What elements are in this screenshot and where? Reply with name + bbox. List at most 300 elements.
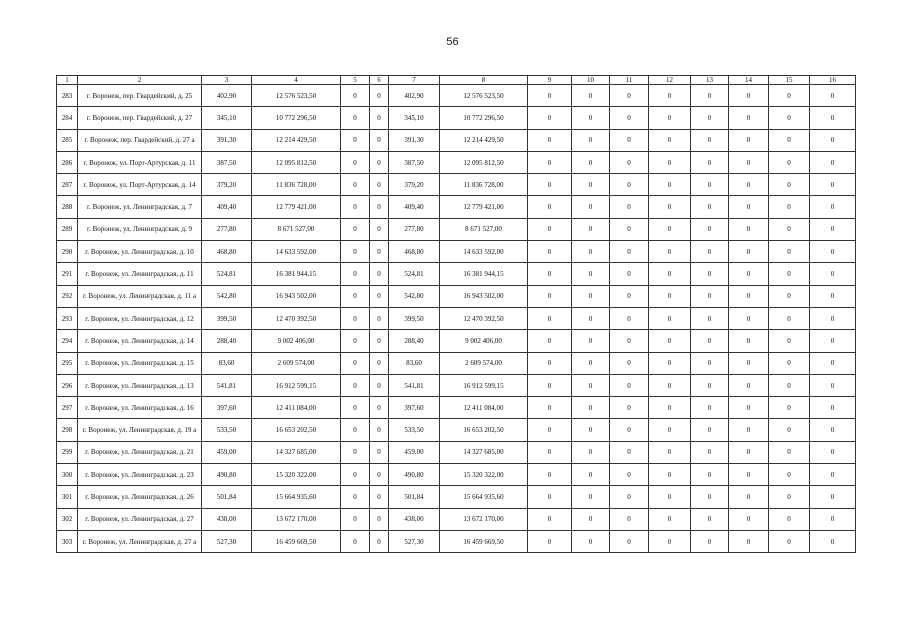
table-cell: 0 xyxy=(729,352,769,374)
table-cell: 0 xyxy=(370,330,389,352)
table-cell: 0 xyxy=(341,374,370,396)
table-cell: 12 576 523,50 xyxy=(252,85,341,107)
table-cell: 0 xyxy=(769,530,810,552)
table-cell: 0 xyxy=(810,374,856,396)
table-cell: 0 xyxy=(341,174,370,196)
row-number: 295 xyxy=(57,352,78,374)
table-cell: 0 xyxy=(810,330,856,352)
row-number: 294 xyxy=(57,330,78,352)
table-cell: 13 672 170,00 xyxy=(252,508,341,530)
table-cell: 14 327 685,00 xyxy=(440,441,528,463)
table-cell: 0 xyxy=(769,151,810,173)
column-header: 6 xyxy=(370,76,389,85)
table-cell: 0 xyxy=(769,486,810,508)
address-cell: г. Воронеж, ул. Ленинградская, д. 16 xyxy=(78,397,202,419)
table-cell: 0 xyxy=(610,441,649,463)
table-row xyxy=(57,151,856,173)
table-cell: 0 xyxy=(572,441,610,463)
table-cell: 0 xyxy=(341,241,370,263)
table-cell: 0 xyxy=(649,397,691,419)
table-cell: 0 xyxy=(370,85,389,107)
table-cell: 0 xyxy=(528,196,572,218)
table-cell: 0 xyxy=(572,330,610,352)
table-cell: 16 912 599,15 xyxy=(252,374,341,396)
table-cell: 0 xyxy=(769,464,810,486)
table-cell: 0 xyxy=(649,174,691,196)
table-cell: 0 xyxy=(528,441,572,463)
table-cell: 15 320 322,00 xyxy=(252,464,341,486)
table-cell: 0 xyxy=(610,486,649,508)
column-header: 15 xyxy=(769,76,810,85)
table-cell: 0 xyxy=(572,352,610,374)
table-row xyxy=(57,107,856,129)
table-cell: 0 xyxy=(610,397,649,419)
table-cell: 399,50 xyxy=(389,307,440,329)
table-cell: 12 095 812,50 xyxy=(252,151,341,173)
address-cell: г. Воронеж, ул. Порт-Артурская, д. 14 xyxy=(78,174,202,196)
table-row xyxy=(57,441,856,463)
table-cell: 0 xyxy=(769,263,810,285)
table-cell: 0 xyxy=(572,397,610,419)
table-cell: 15 320 322,00 xyxy=(440,464,528,486)
address-cell: г. Воронеж, пер. Гвардейский, д. 25 xyxy=(78,85,202,107)
table-cell: 0 xyxy=(810,486,856,508)
table-cell: 0 xyxy=(649,85,691,107)
column-header: 4 xyxy=(252,76,341,85)
table-cell: 0 xyxy=(610,218,649,240)
table-row xyxy=(57,196,856,218)
table-cell: 0 xyxy=(769,196,810,218)
table-cell: 0 xyxy=(572,307,610,329)
table-cell: 533,50 xyxy=(389,419,440,441)
table-cell: 0 xyxy=(729,85,769,107)
table-cell: 0 xyxy=(729,508,769,530)
table-cell: 0 xyxy=(610,196,649,218)
table-cell: 2 609 574,00 xyxy=(252,352,341,374)
column-header: 12 xyxy=(649,76,691,85)
table-cell: 0 xyxy=(691,174,729,196)
table-cell: 12 576 523,50 xyxy=(440,85,528,107)
table-row xyxy=(57,486,856,508)
table-cell: 0 xyxy=(572,129,610,151)
table-cell: 288,40 xyxy=(389,330,440,352)
table-cell: 0 xyxy=(769,441,810,463)
address-cell: г. Воронеж, ул. Ленинградская, д. 14 xyxy=(78,330,202,352)
column-header: 11 xyxy=(610,76,649,85)
table-cell: 541,81 xyxy=(202,374,252,396)
table-cell: 409,40 xyxy=(389,196,440,218)
row-number: 293 xyxy=(57,307,78,329)
table-cell: 345,10 xyxy=(202,107,252,129)
table-cell: 0 xyxy=(691,441,729,463)
table-cell: 0 xyxy=(691,419,729,441)
table-cell: 10 772 296,50 xyxy=(252,107,341,129)
table-cell: 0 xyxy=(691,107,729,129)
table-cell: 0 xyxy=(810,174,856,196)
table-cell: 0 xyxy=(691,129,729,151)
table-cell: 0 xyxy=(610,508,649,530)
table-cell: 0 xyxy=(691,508,729,530)
table-cell: 0 xyxy=(341,107,370,129)
table-cell: 0 xyxy=(528,263,572,285)
table-cell: 0 xyxy=(649,441,691,463)
table-cell: 0 xyxy=(691,352,729,374)
address-cell: г. Воронеж, ул. Ленинградская, д. 11 xyxy=(78,263,202,285)
table-cell: 0 xyxy=(572,530,610,552)
table-cell: 542,80 xyxy=(202,285,252,307)
table-cell: 0 xyxy=(370,151,389,173)
column-header: 8 xyxy=(440,76,528,85)
table-cell: 16 653 202,50 xyxy=(440,419,528,441)
table-cell: 12 411 084,00 xyxy=(440,397,528,419)
table-row xyxy=(57,530,856,552)
table-cell: 524,81 xyxy=(202,263,252,285)
table-cell: 0 xyxy=(341,464,370,486)
table-cell: 0 xyxy=(729,486,769,508)
table-cell: 83,60 xyxy=(389,352,440,374)
row-number: 301 xyxy=(57,486,78,508)
table-cell: 12 470 392,50 xyxy=(252,307,341,329)
table-cell: 10 772 296,50 xyxy=(440,107,528,129)
table-cell: 399,50 xyxy=(202,307,252,329)
table-cell: 0 xyxy=(729,218,769,240)
table-cell: 0 xyxy=(528,307,572,329)
table-cell: 0 xyxy=(691,397,729,419)
table-cell: 0 xyxy=(769,374,810,396)
table-cell: 0 xyxy=(341,196,370,218)
table-cell: 0 xyxy=(810,352,856,374)
table-cell: 0 xyxy=(649,352,691,374)
table-cell: 11 836 728,00 xyxy=(440,174,528,196)
table-cell: 12 470 392,50 xyxy=(440,307,528,329)
table-cell: 0 xyxy=(528,107,572,129)
table-cell: 0 xyxy=(572,241,610,263)
address-cell: г. Воронеж, ул. Ленинградская, д. 12 xyxy=(78,307,202,329)
row-number: 285 xyxy=(57,129,78,151)
table-cell: 0 xyxy=(528,486,572,508)
table-cell: 0 xyxy=(528,218,572,240)
table-cell: 438,00 xyxy=(389,508,440,530)
table-cell: 0 xyxy=(610,85,649,107)
address-cell: г. Воронеж, пер. Гвардейский, д. 27 а xyxy=(78,129,202,151)
table-cell: 0 xyxy=(769,508,810,530)
table-cell: 16 381 944,15 xyxy=(252,263,341,285)
table-cell: 0 xyxy=(528,151,572,173)
table-cell: 397,60 xyxy=(202,397,252,419)
table-cell: 0 xyxy=(341,397,370,419)
table-row xyxy=(57,508,856,530)
table-cell: 0 xyxy=(572,285,610,307)
table-cell: 0 xyxy=(729,441,769,463)
table-cell: 0 xyxy=(370,397,389,419)
row-number: 290 xyxy=(57,241,78,263)
table-cell: 0 xyxy=(572,374,610,396)
column-header: 5 xyxy=(341,76,370,85)
row-number: 283 xyxy=(57,85,78,107)
table-cell: 12 411 084,00 xyxy=(252,397,341,419)
table-cell: 0 xyxy=(528,129,572,151)
table-cell: 0 xyxy=(810,307,856,329)
table-cell: 0 xyxy=(370,263,389,285)
address-cell: г. Воронеж, пер. Гвардейский, д. 27 xyxy=(78,107,202,129)
table-cell: 0 xyxy=(572,151,610,173)
row-number: 298 xyxy=(57,419,78,441)
table-cell: 0 xyxy=(341,530,370,552)
table-cell: 277,80 xyxy=(389,218,440,240)
table-row xyxy=(57,263,856,285)
table-cell: 0 xyxy=(572,464,610,486)
table-row xyxy=(57,174,856,196)
table-cell: 541,81 xyxy=(389,374,440,396)
table-cell: 0 xyxy=(341,419,370,441)
table-cell: 8 671 527,00 xyxy=(252,218,341,240)
address-cell: г. Воронеж, ул. Ленинградская, д. 19 а xyxy=(78,419,202,441)
address-cell: г. Воронеж, ул. Ленинградская, д. 13 xyxy=(78,374,202,396)
table-cell: 0 xyxy=(769,85,810,107)
table-cell: 387,50 xyxy=(389,151,440,173)
table-cell: 0 xyxy=(528,85,572,107)
table-cell: 490,80 xyxy=(202,464,252,486)
table-cell: 0 xyxy=(370,374,389,396)
table-cell: 0 xyxy=(610,174,649,196)
table-cell: 0 xyxy=(341,508,370,530)
table-cell: 2 609 574,00 xyxy=(440,352,528,374)
row-number: 296 xyxy=(57,374,78,396)
table-cell: 387,50 xyxy=(202,151,252,173)
address-cell: г. Воронеж, ул. Ленинградская, д. 11 а xyxy=(78,285,202,307)
table-cell: 0 xyxy=(528,374,572,396)
table-cell: 16 943 502,00 xyxy=(252,285,341,307)
table-cell: 0 xyxy=(528,330,572,352)
table-cell: 527,30 xyxy=(389,530,440,552)
address-cell: г. Воронеж, ул. Ленинградская, д. 9 xyxy=(78,218,202,240)
table-cell: 0 xyxy=(370,307,389,329)
table-cell: 0 xyxy=(370,441,389,463)
table-cell: 0 xyxy=(341,352,370,374)
table-cell: 0 xyxy=(370,508,389,530)
table-cell: 0 xyxy=(810,129,856,151)
table-cell: 0 xyxy=(691,374,729,396)
table-row xyxy=(57,307,856,329)
table-cell: 0 xyxy=(810,218,856,240)
table-cell: 0 xyxy=(370,174,389,196)
table-cell: 391,30 xyxy=(202,129,252,151)
table-cell: 0 xyxy=(528,508,572,530)
table-cell: 0 xyxy=(370,464,389,486)
table-cell: 0 xyxy=(528,352,572,374)
table-cell: 0 xyxy=(729,307,769,329)
table-cell: 0 xyxy=(810,464,856,486)
table-row xyxy=(57,85,856,107)
table-cell: 0 xyxy=(769,307,810,329)
table-cell: 0 xyxy=(341,486,370,508)
table-cell: 0 xyxy=(341,285,370,307)
row-number: 286 xyxy=(57,151,78,173)
table-cell: 0 xyxy=(341,441,370,463)
column-header: 16 xyxy=(810,76,856,85)
table-cell: 0 xyxy=(649,419,691,441)
table-cell: 533,50 xyxy=(202,419,252,441)
table-cell: 16 912 599,15 xyxy=(440,374,528,396)
table-cell: 0 xyxy=(610,464,649,486)
table-cell: 0 xyxy=(572,85,610,107)
table-cell: 0 xyxy=(769,174,810,196)
table-cell: 0 xyxy=(610,352,649,374)
table-row xyxy=(57,129,856,151)
table-cell: 0 xyxy=(729,174,769,196)
table-row xyxy=(57,330,856,352)
table-cell: 542,80 xyxy=(389,285,440,307)
table-cell: 0 xyxy=(572,486,610,508)
table-cell: 0 xyxy=(610,530,649,552)
table-cell: 0 xyxy=(370,352,389,374)
table-cell: 16 943 502,00 xyxy=(440,285,528,307)
column-header: 9 xyxy=(528,76,572,85)
table-cell: 0 xyxy=(370,530,389,552)
table-cell: 0 xyxy=(691,241,729,263)
table-cell: 0 xyxy=(528,174,572,196)
table-cell: 0 xyxy=(810,397,856,419)
column-header: 7 xyxy=(389,76,440,85)
table-cell: 12 779 421,00 xyxy=(440,196,528,218)
table-cell: 0 xyxy=(649,107,691,129)
table-cell: 0 xyxy=(528,419,572,441)
table-cell: 0 xyxy=(691,263,729,285)
table-cell: 0 xyxy=(572,218,610,240)
address-cell: г. Воронеж, ул. Ленинградская, д. 7 xyxy=(78,196,202,218)
table-cell: 0 xyxy=(810,85,856,107)
row-number: 300 xyxy=(57,464,78,486)
table-cell: 0 xyxy=(729,464,769,486)
table-cell: 501,84 xyxy=(202,486,252,508)
table-cell: 0 xyxy=(649,464,691,486)
table-cell: 402,90 xyxy=(202,85,252,107)
address-cell: г. Воронеж, ул. Ленинградская, д. 26 xyxy=(78,486,202,508)
table-cell: 288,40 xyxy=(202,330,252,352)
row-number: 299 xyxy=(57,441,78,463)
table-cell: 0 xyxy=(341,129,370,151)
column-header: 1 xyxy=(57,76,78,85)
table-cell: 0 xyxy=(769,218,810,240)
table-cell: 0 xyxy=(691,85,729,107)
table-cell: 0 xyxy=(729,196,769,218)
table-cell: 0 xyxy=(769,330,810,352)
table-cell: 12 779 421,00 xyxy=(252,196,341,218)
table-cell: 0 xyxy=(341,263,370,285)
table-cell: 0 xyxy=(810,241,856,263)
row-number: 297 xyxy=(57,397,78,419)
table-cell: 0 xyxy=(528,285,572,307)
table-cell: 0 xyxy=(729,397,769,419)
table-cell: 0 xyxy=(610,151,649,173)
table-cell: 16 653 202,50 xyxy=(252,419,341,441)
table-row xyxy=(57,464,856,486)
table-row xyxy=(57,218,856,240)
table-cell: 468,80 xyxy=(389,241,440,263)
column-header: 2 xyxy=(78,76,202,85)
table-cell: 0 xyxy=(729,330,769,352)
table-cell: 397,60 xyxy=(389,397,440,419)
table-cell: 438,00 xyxy=(202,508,252,530)
page-number: 56 xyxy=(446,36,459,48)
table-row xyxy=(57,397,856,419)
table-cell: 0 xyxy=(572,107,610,129)
table-cell: 0 xyxy=(649,530,691,552)
table-cell: 0 xyxy=(649,129,691,151)
address-cell: г. Воронеж, ул. Порт-Артурская, д. 11 xyxy=(78,151,202,173)
table-row xyxy=(57,241,856,263)
table-cell: 0 xyxy=(528,530,572,552)
table-row xyxy=(57,352,856,374)
table-cell: 0 xyxy=(370,486,389,508)
column-header: 13 xyxy=(691,76,729,85)
table-cell: 83,60 xyxy=(202,352,252,374)
table-cell: 0 xyxy=(610,419,649,441)
table-cell: 379,20 xyxy=(202,174,252,196)
table-cell: 0 xyxy=(691,486,729,508)
data-table xyxy=(56,75,856,553)
table-cell: 501,84 xyxy=(389,486,440,508)
table-cell: 0 xyxy=(691,285,729,307)
table-cell: 0 xyxy=(341,151,370,173)
row-number: 284 xyxy=(57,107,78,129)
table-cell: 0 xyxy=(610,374,649,396)
table-cell: 16 459 669,50 xyxy=(252,530,341,552)
table-cell: 11 836 728,00 xyxy=(252,174,341,196)
table-cell: 0 xyxy=(729,419,769,441)
row-number: 288 xyxy=(57,196,78,218)
table-cell: 0 xyxy=(610,285,649,307)
table-cell: 0 xyxy=(649,218,691,240)
table-cell: 12 214 429,50 xyxy=(440,129,528,151)
table-cell: 0 xyxy=(610,307,649,329)
table-cell: 0 xyxy=(370,218,389,240)
table-cell: 0 xyxy=(572,263,610,285)
table-cell: 0 xyxy=(729,530,769,552)
row-number: 303 xyxy=(57,530,78,552)
table-cell: 0 xyxy=(691,196,729,218)
table-cell: 0 xyxy=(810,285,856,307)
table-cell: 0 xyxy=(769,107,810,129)
table-cell: 0 xyxy=(691,307,729,329)
table-cell: 0 xyxy=(810,419,856,441)
table-cell: 9 002 406,00 xyxy=(440,330,528,352)
row-number: 292 xyxy=(57,285,78,307)
table-cell: 490,80 xyxy=(389,464,440,486)
table-cell: 0 xyxy=(649,196,691,218)
table-cell: 0 xyxy=(769,241,810,263)
table-cell: 0 xyxy=(649,374,691,396)
table-cell: 0 xyxy=(370,241,389,263)
table-cell: 0 xyxy=(341,307,370,329)
table-cell: 12 095 812,50 xyxy=(440,151,528,173)
table-cell: 0 xyxy=(810,196,856,218)
table-cell: 0 xyxy=(769,129,810,151)
row-number: 287 xyxy=(57,174,78,196)
table-cell: 409,40 xyxy=(202,196,252,218)
table-cell: 0 xyxy=(691,464,729,486)
table-cell: 0 xyxy=(729,151,769,173)
table-cell: 0 xyxy=(649,307,691,329)
row-number: 302 xyxy=(57,508,78,530)
table-cell: 0 xyxy=(528,464,572,486)
table-cell: 0 xyxy=(649,241,691,263)
table-cell: 0 xyxy=(341,218,370,240)
table-cell: 0 xyxy=(810,441,856,463)
table-cell: 0 xyxy=(691,151,729,173)
table-cell: 0 xyxy=(610,263,649,285)
table-cell: 0 xyxy=(572,508,610,530)
